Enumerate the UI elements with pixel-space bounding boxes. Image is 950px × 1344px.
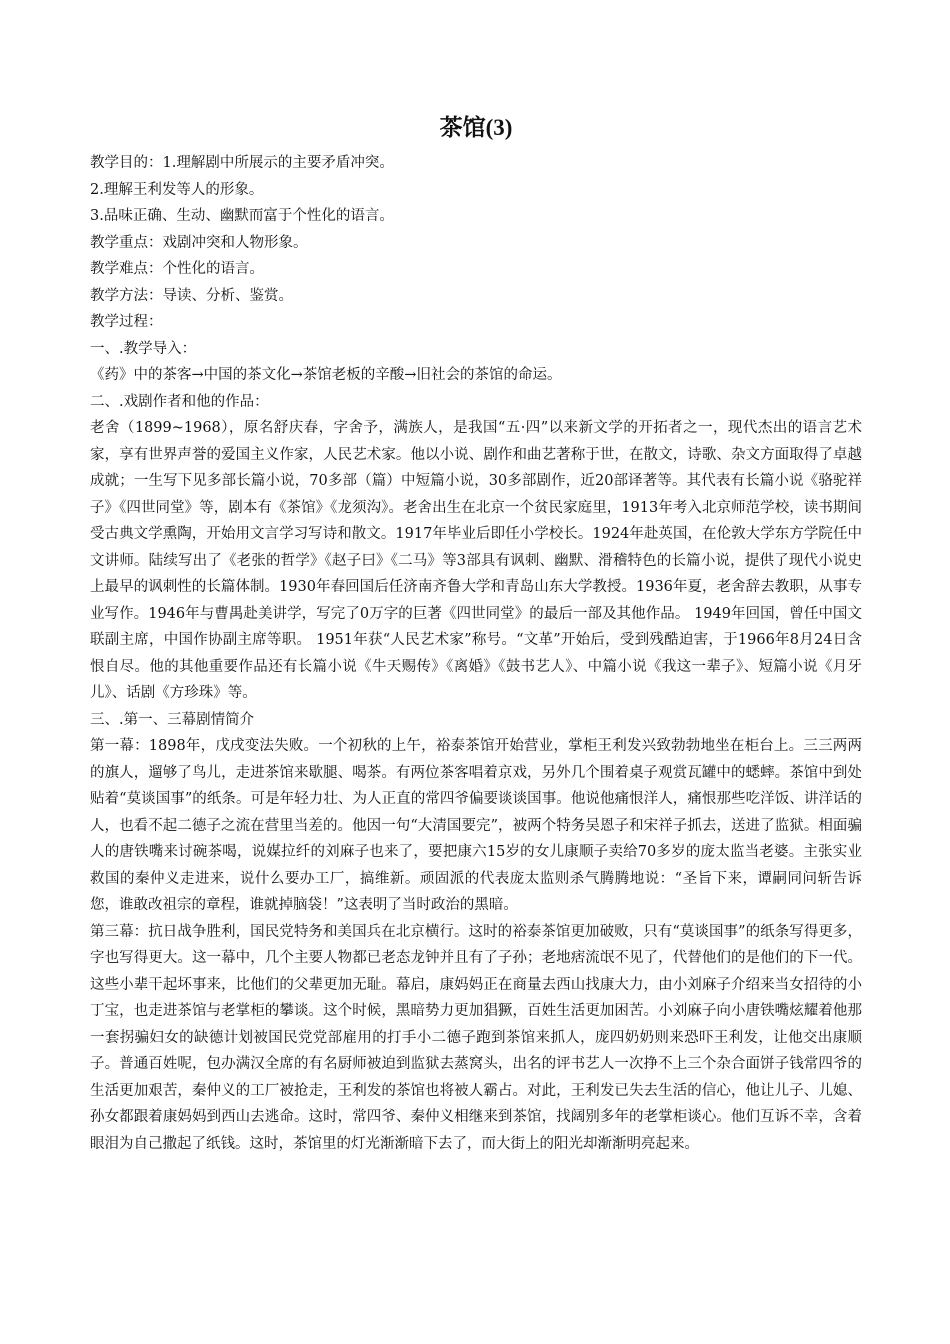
section-2-heading: 二、.戏剧作者和他的作品： (90, 393, 269, 410)
teaching-goal-3: 3.品味正确、生动、幽默而富于个性化的语言。 (90, 208, 394, 224)
section-3-heading: 三、.第一、三幕剧情简介 (90, 711, 255, 728)
document-title: 茶馆(3) (439, 115, 513, 140)
document-page (90, 108, 862, 1157)
teaching-goal-2: 2.理解王利发等人的形象。 (90, 181, 264, 198)
section-1-text: 《药》中的茶客→中国的茶文化→茶馆老板的辛酸→旧社会的茶馆的命运。 (90, 367, 562, 383)
teaching-focus: 教学重点：戏剧冲突和人物形象。 (90, 234, 308, 251)
act-3-summary: 第三幕：抗日战争胜利，国民党特务和美国兵在北京横行。这时的裕泰茶馆更加破败，只有“莫谈国事”的纸条写得更多，字也写得更大。这一幕中，几个主要人物都已老态龙钟并且有了子孙；老地痞流氓不见了，代替他们的是他们的下一代。这些小辈干起坏事来，比他们的父辈更加无耻。幕启，康妈妈正在商量去西山找康大力，由小刘麻子介绍来当女招待的小丁宝，也走进茶馆与老掌柜的攀谈。这个时候，黑暗势力更加猖獗，百姓生活更加困苦。小刘麻子向小唐铁嘴炫耀着他那一套拐骗妇女的缺德计划被国民党党部雇用的打手小二德子跑到茶馆来抓人，庞四奶奶则来恐吓王利发，让他交出康顺子。普通百姓呢，包办满汉全席的有名厨师被迫到监狱去蒸窝头，出名的评书艺人一次挣不上三个杂合面饼子钱常四爷的生活更加艰苦，秦仲义的工厂被抢走，王利发的茶馆也将被人霸占。对此，王利发已失去生活的信心，他让儿子、儿媳、孙女都跟着康妈妈到西山去逃命。这时，常四爷、秦仲义相继来到茶馆，找阔别多年的老掌柜谈心。他们互诉不幸，含着眼泪为自己撒起了纸钱。这时，茶馆里的灯光渐渐暗下去了，而大街上的阳光却渐渐明亮起来。 (90, 923, 862, 1152)
teaching-method: 教学方法：导读、分析、鉴赏。 (90, 287, 293, 304)
teaching-process: 教学过程： (90, 314, 163, 330)
author-biography: 老舍（1899~1968），原名舒庆春，字舍予，满族人，是我国“五·四”以来新文学的开拓者之一，现代杰出的语言艺术家，享有世界声誉的爱国主义作家，人民艺术家。他以小说、剧作和曲艺著称于世，在散文，诗歌、杂文方面取得了卓越成就；一生写下见多部长篇小说，70多部（篇）中短篇小说，30多部剧作，近20部译著等。其代表有长篇小说《骆驼祥子》《四世同堂》等，剧本有《茶馆》《龙须沟》。老舍出生在北京一个贫民家庭里，1913年考入北京师范学校，读书期间受古典文学熏陶，开始用文言学习写诗和散文。1917年毕业后即任小学校长。1924年赴英国，在伦敦大学东方学院任中文讲师。陆续写出了《老张的哲学》《赵子曰》《二马》等3部具有讽刺、幽默、滑稽特色的长篇小说，提供了现代小说史上最早的讽刺性的长篇体制。1930年春回国后任济南齐鲁大学和青岛山东大学教授。1936年夏，老舍辞去教职，从事专业写作。1946年与曹禺赴美讲学，写完了0万字的巨著《四世同堂》的最后一部及其他作品。 1949年回国，曾任中国文联副主席，中国作协副主席等职。 1951年获“人民艺术家”称号。“文革”开始后，受到残酷迫害，于1966年8月24日含恨自尽。他的其他重要作品还有长篇小说《牛天赐传》《离婚》《鼓书艺人》、中篇小说《我这一辈子》、短篇小说《月牙儿》、话剧《方珍珠》等。 (90, 420, 862, 701)
teaching-difficulty: 教学难点：个性化的语言。 (90, 261, 264, 277)
teaching-goal-1: 教学目的：1.理解剧中所展示的主要矛盾冲突。 (90, 155, 394, 171)
section-1-heading: 一、.教学导入： (90, 340, 197, 357)
act-1-summary: 第一幕：1898年，戊戌变法失败。一个初秋的上午，裕泰茶馆开始营业，掌柜王利发兴致勃勃地坐在柜台上。三三两两的旗人，遛够了鸟儿，走进茶馆来歇腿、喝茶。有两位茶客唱着京戏，另外几个围着桌子观赏瓦罐中的蟋蟀。茶馆中到处贴着“莫谈国事”的纸条。可是年轻力壮、为人正直的常四爷偏要谈谈国事。他说他痛恨洋人，痛恨那些吃洋饭、讲洋话的人，也看不起二德子之流在营里当差的。他因一句“大清国要完”，被两个特务吴恩子和宋祥子抓去，送进了监狱。相面骗人的唐铁嘴来讨碗茶喝，说媒拉纤的刘麻子也来了，要把康六15岁的女儿康顺子卖给70多岁的庞太监当老婆。主张实业救国的秦仲义走进来，说什么要办工厂，搞维新。顽固派的代表庞太监则杀气腾腾地说：“圣旨下来，谭嗣同问斩告诉您，谁敢改祖宗的章程，谁就掉脑袋！”这表明了当时政治的黑暗。 (90, 738, 862, 913)
